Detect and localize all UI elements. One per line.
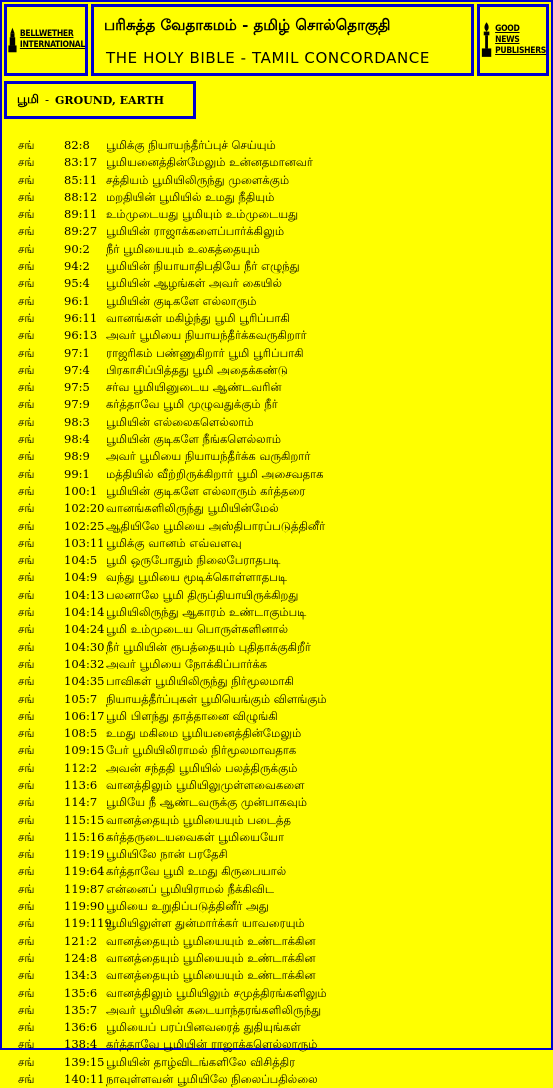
verse-text: பூமியின் ஆழங்கள் அவர் கையில் [106, 276, 282, 291]
list-item [2, 414, 551, 431]
verse-text: பூமி உம்முடைய பொருள்களினால் [106, 622, 289, 637]
verse-ref: 97:4 [64, 362, 90, 377]
bell-tower-icon [7, 20, 18, 60]
verse-text: என்னைப் பூமியிராமல் நீக்கிவிட [106, 881, 275, 896]
verse-ref: 104:32 [64, 656, 105, 671]
headword-box [4, 81, 196, 119]
book-abbr: சங் [18, 1002, 35, 1017]
list-item [2, 1054, 551, 1071]
book-abbr: சங் [18, 1072, 35, 1087]
list-item [2, 881, 551, 898]
book-abbr: சங் [18, 674, 35, 689]
list-item [2, 708, 551, 725]
list-item [2, 293, 551, 310]
verse-text: அவர் பூமியை நியாயந்தீர்க்கவருகிறார் [106, 328, 307, 343]
book-abbr: சங் [18, 138, 35, 152]
verse-ref: 94:2 [64, 259, 90, 274]
book-abbr: சங் [18, 622, 35, 637]
list-item [2, 483, 551, 500]
list-item [2, 275, 551, 292]
verse-ref: 104:9 [64, 570, 98, 585]
verse-text: வந்து பூமியை மூடிக்கொள்ளாதபடி [106, 570, 287, 585]
book-abbr: சங் [18, 172, 35, 187]
verse-ref: 119:64 [64, 864, 105, 879]
book-abbr: சங் [18, 864, 35, 879]
verse-ref: 98:3 [64, 414, 90, 429]
verse-text: பூமியின் எல்லைகளெல்லாம் [106, 414, 254, 429]
verse-text: உம்முடையது பூமியும் உம்முடையது [106, 207, 299, 222]
verse-text: பூமிக்கு நியாயந்தீர்ப்புச் செய்யும் [106, 138, 276, 152]
list-item [2, 639, 551, 656]
book-abbr: சங் [18, 639, 35, 654]
verse-text: அவர் பூமியின் கடையாந்தரங்களிலிருந்து [106, 1002, 322, 1017]
list-item [2, 812, 551, 829]
verse-ref: 113:6 [64, 777, 98, 792]
book-abbr: சங் [18, 501, 35, 516]
book-abbr: சங் [18, 1020, 35, 1035]
verse-text: வானத்தையும் பூமியையும் உண்டாக்கின [106, 950, 316, 965]
book-abbr: சங் [18, 466, 35, 481]
list-item [2, 206, 551, 223]
list-item [2, 1071, 551, 1088]
list-item [2, 915, 551, 932]
good-news-logo [477, 4, 549, 76]
book-abbr: சங் [18, 812, 35, 827]
verse-text: கர்த்தருடையவைகள் பூமியையோ [106, 829, 284, 844]
list-item [2, 985, 551, 1002]
book-abbr: சங் [18, 483, 35, 498]
verse-ref: 102:20 [64, 501, 105, 516]
verse-ref: 89:11 [64, 207, 98, 222]
verse-ref: 119:119 [64, 916, 112, 931]
book-abbr: சங் [18, 795, 35, 810]
book-abbr: சங் [18, 432, 35, 447]
list-item [2, 362, 551, 379]
list-item [2, 258, 551, 275]
verse-ref: 98:9 [64, 449, 90, 464]
list-item [2, 604, 551, 621]
verse-ref: 97:1 [64, 345, 90, 360]
verse-ref: 106:17 [64, 708, 105, 723]
verse-text: பலனாலே பூமி திருப்தியாயிருக்கிறது [106, 587, 299, 602]
verse-ref: 124:8 [64, 950, 98, 965]
book-abbr: சங் [18, 760, 35, 775]
book-abbr: சங் [18, 691, 35, 706]
verse-ref: 135:6 [64, 985, 98, 1000]
verse-ref: 140:11 [64, 1072, 105, 1087]
verse-text: பூமியனைத்தின்மேலும் உன்னதமானவர் [106, 155, 313, 170]
list-item [2, 379, 551, 396]
book-abbr: சங் [18, 743, 35, 758]
verse-ref: 138:4 [64, 1037, 98, 1052]
list-item [2, 500, 551, 517]
verse-ref: 119:90 [64, 899, 105, 914]
verse-ref: 104:35 [64, 674, 105, 689]
verse-text: பூமியின் நியாயாதிபதியே நீர் எழுந்து [106, 259, 300, 274]
book-abbr: சங் [18, 362, 35, 377]
header [2, 2, 551, 78]
verse-text: பேர் பூமியிலிராமல் நிர்மூலமாவதாக [106, 743, 297, 758]
list-item [2, 967, 551, 984]
book-abbr: சங் [18, 570, 35, 585]
book-abbr: சங் [18, 207, 35, 222]
verse-ref: 83:17 [64, 155, 98, 170]
verse-ref: 88:12 [64, 189, 98, 204]
verse-text: நாவுள்ளவன் பூமியிலே நிலைப்பதில்லை [106, 1072, 318, 1087]
book-abbr: சங் [18, 328, 35, 343]
verse-ref: 104:30 [64, 639, 105, 654]
book-abbr: சங் [18, 916, 35, 931]
verse-text: பூமியைப் பரப்பினவரைத் துதியுங்கள் [106, 1020, 301, 1035]
list-item [2, 241, 551, 258]
verse-text: மத்தியில் வீற்றிருக்கிறார் பூமி அசைவதாக [106, 466, 324, 481]
list-item [2, 587, 551, 604]
verse-text: அவர் பூமியை நியாயந்தீர்க்க வருகிறார் [106, 449, 311, 464]
book-abbr: சங் [18, 656, 35, 671]
list-item [2, 1019, 551, 1036]
book-abbr: சங் [18, 950, 35, 965]
list-item [2, 223, 551, 240]
verse-text: வானத்தையும் பூமியையும் படைத்த [106, 812, 291, 827]
verse-text: பூமிக்கு வானம் எவ்வளவு [106, 535, 242, 550]
book-abbr: சங் [18, 535, 35, 550]
book-abbr: சங் [18, 553, 35, 568]
verse-ref: 85:11 [64, 172, 98, 187]
headword-tamil: பூமி [17, 92, 39, 106]
verse-text: கர்த்தாவே பூமி முழுவதுக்கும் நீர் [106, 397, 278, 412]
verse-text: கர்த்தாவே பூமி உமது கிருபையால் [106, 864, 287, 879]
left-logo-line-1: BELLWETHER [19, 29, 74, 39]
verse-text: நீர் பூமியையும் உலகத்தையும் [106, 241, 260, 256]
verse-text: கர்த்தாவே பூமியின் ராஜாக்களெல்லாரும் [106, 1037, 318, 1052]
verse-text: வானத்திலும் பூமியிலுமுள்ளவைகளை [106, 777, 305, 792]
verse-ref: 108:5 [64, 726, 98, 741]
verse-text: பூமியிலே நான் பரதேசி [106, 847, 228, 862]
verse-text: பூமி பிளந்து தாத்தானை விழுங்கி [106, 708, 278, 723]
book-abbr: சங் [18, 518, 35, 533]
list-item [2, 396, 551, 413]
verse-ref: 115:15 [64, 812, 105, 827]
verse-text: வானத்தையும் பூமியையும் உண்டாக்கின [106, 968, 316, 983]
verse-ref: 103:11 [64, 535, 105, 550]
verse-ref: 112:2 [64, 760, 98, 775]
list-item [2, 691, 551, 708]
book-abbr: சங் [18, 899, 35, 914]
torch-icon [480, 20, 493, 60]
title-box [91, 4, 474, 76]
verse-ref: 109:15 [64, 743, 105, 758]
verse-ref: 98:4 [64, 432, 90, 447]
verse-ref: 97:5 [64, 380, 90, 395]
list-item [2, 518, 551, 535]
verse-ref: 104:24 [64, 622, 105, 637]
verse-ref: 104:5 [64, 553, 98, 568]
verse-text: மறதியின் பூமியில் உமது நீதியும் [106, 189, 275, 204]
verse-text: பூமியை உறுதிப்படுத்தினீர் அது [106, 899, 269, 914]
verse-ref: 97:9 [64, 397, 90, 412]
list-item [2, 154, 551, 171]
verse-ref: 100:1 [64, 483, 98, 498]
list-item [2, 863, 551, 880]
list-item [2, 794, 551, 811]
book-abbr: சங் [18, 259, 35, 274]
book-abbr: சங் [18, 189, 35, 204]
book-abbr: சங் [18, 310, 35, 325]
verse-text: அவர் பூமியை நோக்கிப்பார்க்க [106, 656, 268, 671]
verse-ref: 105:7 [64, 691, 98, 706]
list-item [2, 137, 551, 154]
headword-separator: - [44, 93, 50, 107]
book-abbr: சங் [18, 829, 35, 844]
verse-ref: 104:14 [64, 605, 105, 620]
book-abbr: சங் [18, 414, 35, 429]
book-abbr: சங் [18, 293, 35, 308]
book-abbr: சங் [18, 933, 35, 948]
list-item [2, 846, 551, 863]
verse-text: பூமியிலிருந்து ஆகாரம் உண்டாகும்படி [106, 605, 307, 620]
book-abbr: சங் [18, 241, 35, 256]
verse-ref: 96:11 [64, 310, 98, 325]
verse-text: பூமியின் தாழ்விடங்களிலே விசித்திர [106, 1054, 296, 1069]
list-item [2, 569, 551, 586]
verse-ref: 119:87 [64, 881, 105, 896]
verse-ref: 96:13 [64, 328, 98, 343]
list-item [2, 448, 551, 465]
list-item [2, 1002, 551, 1019]
list-item [2, 933, 551, 950]
verse-ref: 96:1 [64, 293, 90, 308]
list-item [2, 466, 551, 483]
english-title: THE HOLY BIBLE - TAMIL CONCORDANCE [106, 49, 430, 67]
book-abbr: சங் [18, 708, 35, 723]
verse-text: ஆதியிலே பூமியை அஸ்திபாரப்படுத்தினீர் [106, 518, 326, 533]
book-abbr: சங் [18, 276, 35, 291]
book-abbr: சங் [18, 847, 35, 862]
list-item [2, 327, 551, 344]
verse-text: அவன் சந்ததி பூமியில் பலத்திருக்கும் [106, 760, 298, 775]
bellwether-logo [4, 4, 88, 76]
verse-ref: 95:4 [64, 276, 90, 291]
right-logo-line-1: GOOD NEWS [495, 23, 520, 45]
verse-ref: 114:7 [64, 795, 98, 810]
verse-text: பூமியின் குடிகளே நீங்களெல்லாம் [106, 432, 281, 447]
book-abbr: சங் [18, 397, 35, 412]
book-abbr: சங் [18, 345, 35, 360]
right-logo-line-2: PUBLISHERS [495, 45, 546, 56]
verse-ref: 115:16 [64, 829, 105, 844]
list-item [2, 535, 551, 552]
verse-ref: 139:15 [64, 1054, 105, 1069]
list-item [2, 950, 551, 967]
list-item [2, 621, 551, 638]
verse-ref: 135:7 [64, 1002, 98, 1017]
book-abbr: சங் [18, 605, 35, 620]
verse-ref: 136:6 [64, 1020, 98, 1035]
book-abbr: சங் [18, 881, 35, 896]
verse-text: பூமியே நீ ஆண்டவருக்கு முன்பாகவும் [106, 795, 308, 810]
verse-text: ராஜரிகம் பண்ணுகிறார் பூமி பூரிப்பாகி [106, 345, 304, 360]
book-abbr: சங் [18, 155, 35, 170]
book-abbr: சங் [18, 1037, 35, 1052]
entry-list [2, 137, 551, 1088]
verse-ref: 82:8 [64, 138, 90, 152]
verse-text: நீர் பூமியின் ரூபத்தையும் புதிதாக்குகிறீர் [106, 639, 311, 654]
verse-ref: 102:25 [64, 518, 105, 533]
verse-text: சர்வ பூமியினுடைய ஆண்டவரின் [106, 380, 282, 395]
book-abbr: சங் [18, 224, 35, 239]
book-abbr: சங் [18, 985, 35, 1000]
headword-english: GROUND, EARTH [55, 93, 165, 107]
left-logo-line-2: INTERNATIONAL [19, 40, 85, 50]
verse-text: வானங்களிலிருந்து பூமியின்மேல் [106, 501, 279, 516]
verse-text: பூமியின் குடிகளே எல்லாரும் [106, 293, 257, 308]
list-item [2, 431, 551, 448]
list-item [2, 829, 551, 846]
verse-text: பூமியின் குடிகளே எல்லாரும் கர்த்தரை [106, 483, 306, 498]
verse-text: பூமியின் ராஜாக்களைப்பார்க்கிலும் [106, 224, 285, 239]
list-item [2, 898, 551, 915]
list-item [2, 552, 551, 569]
book-abbr: சங் [18, 968, 35, 983]
verse-ref: 89:27 [64, 224, 98, 239]
list-item [2, 742, 551, 759]
book-abbr: சங் [18, 587, 35, 602]
verse-text: வானத்திலும் பூமியிலும் சமுத்திரங்களிலும் [106, 985, 327, 1000]
book-abbr: சங் [18, 1054, 35, 1069]
list-item [2, 673, 551, 690]
list-item [2, 310, 551, 327]
list-item [2, 172, 551, 189]
tamil-title: பரிசுத்த வேதாகமம் - தமிழ் சொல்தொகுதி [104, 16, 391, 34]
book-abbr: சங் [18, 449, 35, 464]
verse-text: பாவிகள் பூமியிலிருந்து நிர்மூலமாகி [106, 674, 294, 689]
verse-ref: 90:2 [64, 241, 90, 256]
verse-ref: 134:3 [64, 968, 98, 983]
book-abbr: சங் [18, 777, 35, 792]
book-abbr: சங் [18, 380, 35, 395]
verse-text: சத்தியம் பூமியிலிருந்து முளைக்கும் [106, 172, 290, 187]
verse-ref: 99:1 [64, 466, 90, 481]
verse-text: நியாயத்தீர்ப்புகள் பூமியெங்கும் விளங்கும் [106, 691, 327, 706]
verse-text: உமது மகிமை பூமியனைத்தின்மேலும் [106, 726, 302, 741]
list-item [2, 189, 551, 206]
list-item [2, 656, 551, 673]
verse-text: வானங்கள் மகிழ்ந்து பூமி பூரிப்பாகி [106, 310, 290, 325]
verse-text: பிரகாசிப்பித்தது பூமி அதைக்கண்டு [106, 362, 288, 377]
verse-text: பூமி ஒருபோதும் நிலைபேராதபடி [106, 553, 281, 568]
list-item [2, 760, 551, 777]
verse-text: பூமியிலுள்ள துன்மார்க்கர் யாவரையும் [106, 916, 305, 931]
verse-ref: 121:2 [64, 933, 98, 948]
list-item [2, 777, 551, 794]
verse-text: வானத்தையும் பூமியையும் உண்டாக்கின [106, 933, 316, 948]
verse-ref: 104:13 [64, 587, 105, 602]
verse-ref: 119:19 [64, 847, 105, 862]
list-item [2, 725, 551, 742]
list-item [2, 1036, 551, 1053]
list-item [2, 345, 551, 362]
book-abbr: சங் [18, 726, 35, 741]
